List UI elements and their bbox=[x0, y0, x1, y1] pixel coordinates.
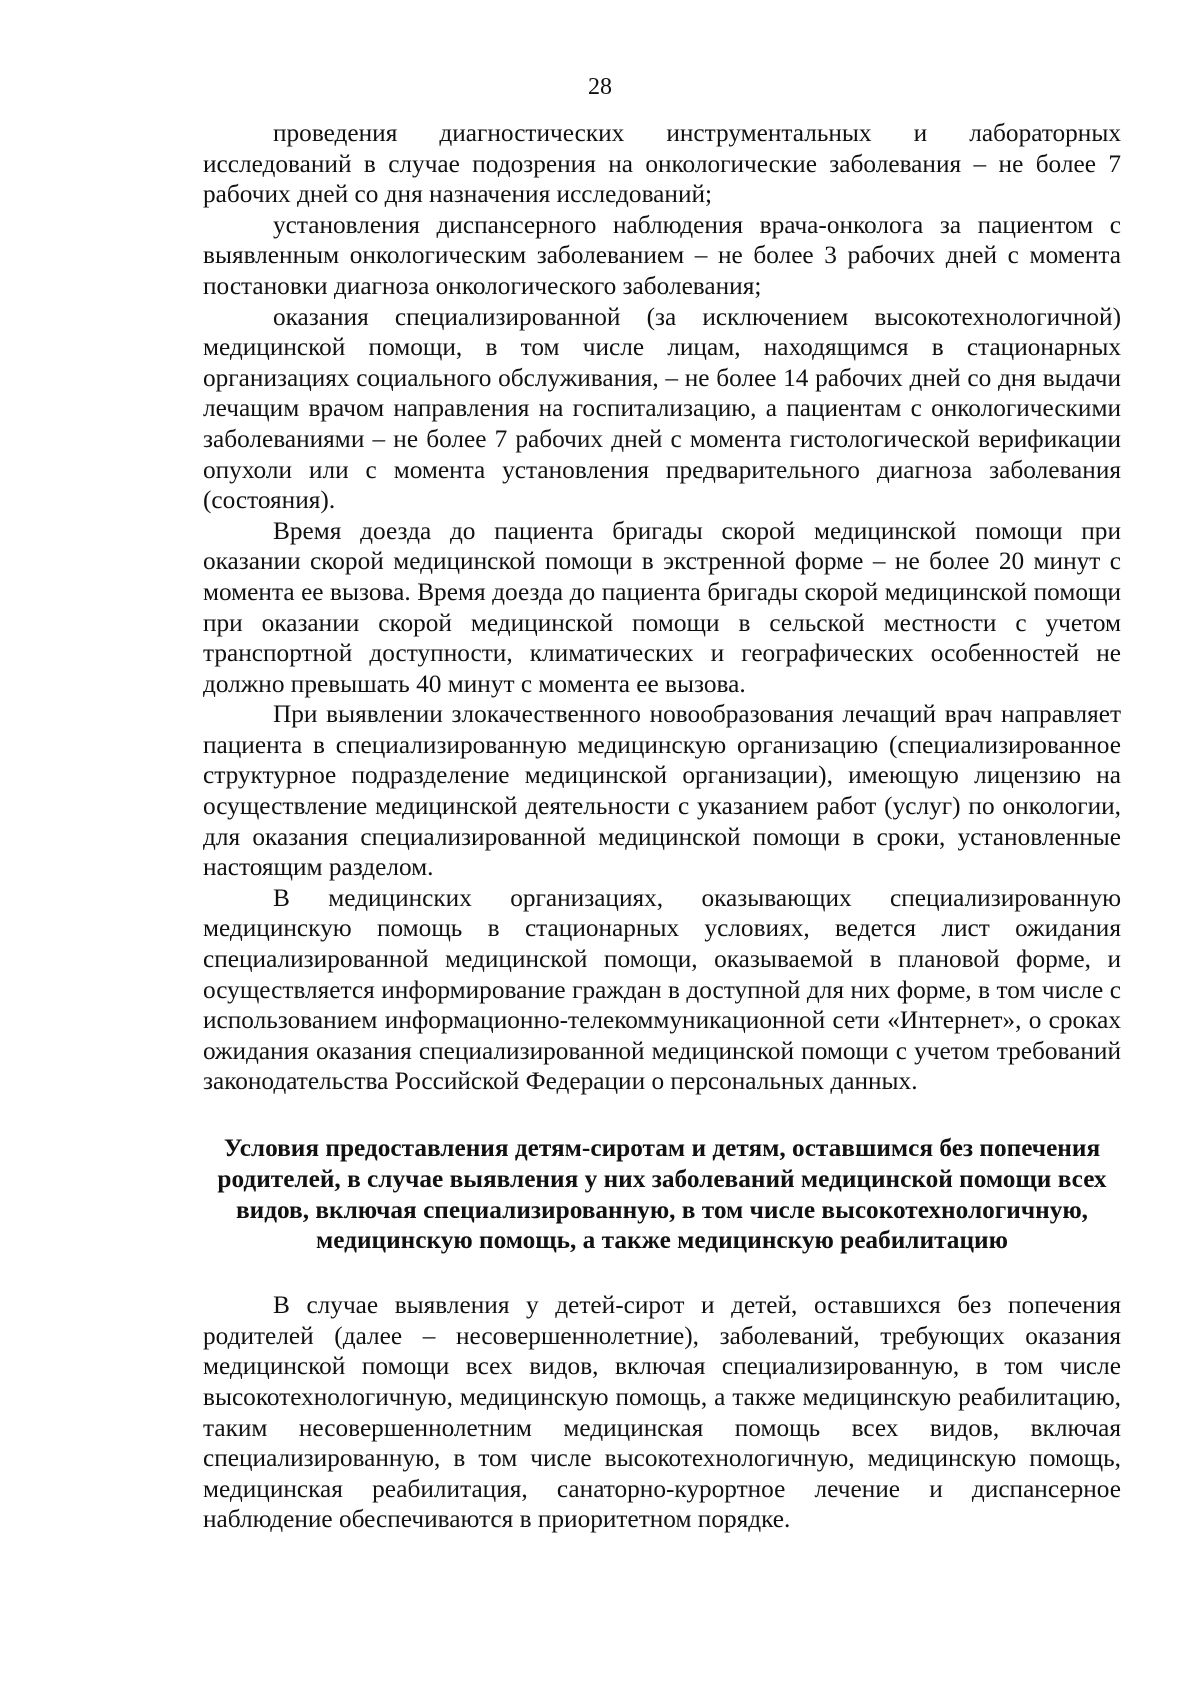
section-heading bbox=[195, 1133, 1129, 1256]
document-body bbox=[203, 118, 1121, 1535]
section-heading-line: медицинскую помощь, а также медицинскую реабилитацию bbox=[316, 1226, 1008, 1255]
paragraph-waiting-list: В медицинских организациях, оказывающих специализированную медицинскую помощь в стационарных условиях, ведется лист ожидания специализированной медицинской помощи, оказываемой в плановой форме, и осуществляется информирование граждан в доступной для них форме, в том числе с использованием информационно-телекоммуникационной сети «Интернет», о сроках ожидания оказания специализированной медицинской помощи с учетом требований законодательства Российской Федерации о персональных данных. bbox=[203, 883, 1121, 1096]
section-heading-line: родителей, в случае выявления у них заболеваний медицинской помощи всех bbox=[217, 1164, 1107, 1193]
section-heading-line: видов, включая специализированную, в том числе высокотехнологичную, bbox=[235, 1195, 1088, 1224]
section-heading-line: Условия предоставления детям-сиротам и детям, оставшимся без попечения bbox=[223, 1134, 1101, 1162]
paragraph-specialized-care: оказания специализированной (за исключением высокотехнологичной) медицинской помощи, в том числе лицам, находящимся в стационарных организациях социального обслуживания, – не более 14 рабочих дней со дня выдачи лечащим врачом направления на госпитализацию, а пациентам с онкологическими заболеваниями – не более 7 рабочих дней с момента гистологической верификации опухоли или с момента установления предварительного диагноза заболевания (состояния). bbox=[203, 302, 1121, 515]
paragraph-malignancy-referral: При выявлении злокачественного новообразования лечащий врач направляет пациента в специализированную медицинскую организацию (специализированное структурное подразделение медицинской организации), имеющую лицензию на осуществление медицинской деятельности с указанием работ (услуг) по онкологии, для оказания специализированной медицинской помощи в сроки, установленные настоящим разделом. bbox=[203, 700, 1121, 882]
page-number: 28 bbox=[588, 74, 612, 100]
paragraph-ambulance-time: Время доезда до пациента бригады скорой медицинской помощи при оказании скорой медицинской помощи в экстренной форме – не более 20 минут с момента ее вызова. Время доезда до пациента бригады скорой медицинской помощи при оказании скорой медицинской помощи в сельской местности с учетом транспортной доступности, климатических и географических особенностей не должно превышать 40 минут с момента ее вызова. bbox=[203, 516, 1121, 698]
paragraph-dispensary-observation: установления диспансерного наблюдения врача-онколога за пациентом с выявленным онкологическим заболеванием – не более 3 рабочих дней с момента постановки диагноза онкологического заболевания; bbox=[203, 210, 1121, 300]
paragraph-orphans-priority: В случае выявления у детей-сирот и детей, оставшихся без попечения родителей (далее – несовершеннолетние), заболеваний, требующих оказания медицинской помощи всех видов, включая специализированную, в том числе высокотехнологичную, медицинскую помощь, а также медицинскую реабилитацию, таким несовершеннолетним медицинская помощь всех видов, включая специализированную, в том числе высокотехнологичную, медицинскую помощь, медицинская реабилитация, санаторно-курортное лечение и диспансерное наблюдение обеспечиваются в приоритетном порядке. bbox=[203, 1291, 1121, 1534]
paragraph-diagnostic-studies: проведения диагностических инструментальных и лабораторных исследований в случае подозрения на онкологические заболевания – не более 7 рабочих дней со дня назначения исследований; bbox=[203, 119, 1121, 209]
